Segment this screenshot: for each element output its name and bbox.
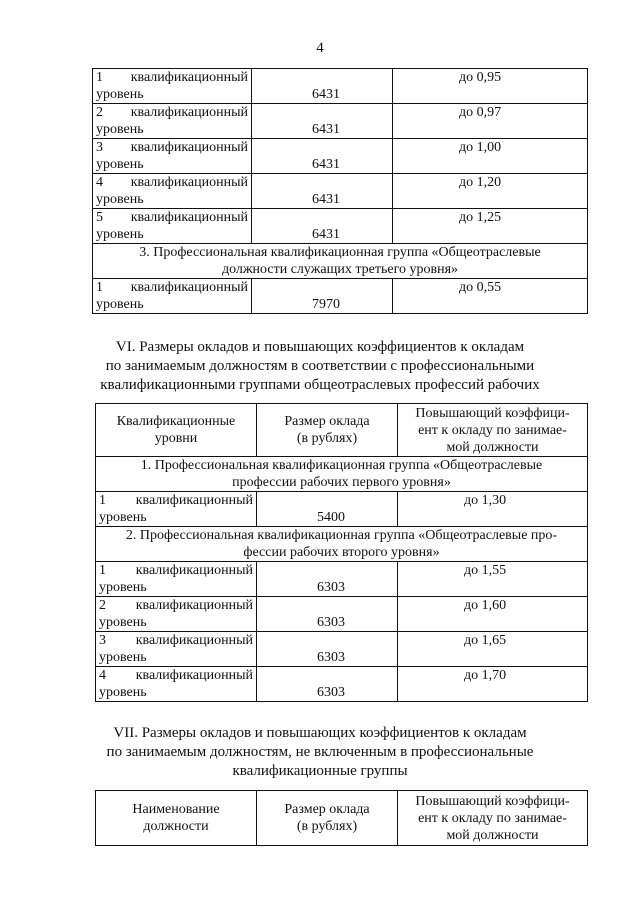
header-text: уровни [154,431,198,446]
page-number: 4 [316,40,324,56]
table1-rows-a [93,69,588,244]
group-header-cell [96,457,588,492]
level-number: 3 [99,633,106,648]
coefficient-cell [393,69,588,104]
header-text: Повышающий коэффици- [415,793,570,809]
salary-value: 6431 [312,157,340,172]
salary-table-continued [92,68,588,314]
level-line [96,139,248,156]
section-6-heading [60,338,580,395]
table-row [93,174,588,209]
table1-rows-b [93,279,588,314]
group-header-row [96,527,588,562]
salary-cell [252,69,393,104]
salary-value: 6303 [317,685,345,700]
salary-cell [257,667,398,702]
level-word-2: уровень [96,192,144,207]
table-row [93,209,588,244]
header-salary [257,404,398,457]
salary-value: 7970 [312,297,340,312]
header-text: (в рублях) [296,431,358,446]
header-text: Квалификационные [116,414,236,429]
table-row [93,139,588,174]
salary-cell [252,139,393,174]
salary-cell [252,279,393,314]
level-number: 4 [99,668,106,683]
level-number: 1 [99,563,106,578]
table1-group3 [93,244,588,279]
salary-cell [257,632,398,667]
salary-table-other [95,790,588,846]
coefficient-cell [393,139,588,174]
level-cell [93,69,252,104]
level-cell [93,174,252,209]
coefficient-cell [398,562,588,597]
header-salary [257,791,398,846]
coefficient-cell [398,492,588,527]
level-cell [93,104,252,139]
level-word: квалификационный [130,140,248,155]
level-word: квалификационный [130,70,248,85]
level-word-2: уровень [96,297,144,312]
level-cell [96,597,257,632]
group-header-cell [93,244,588,279]
coefficient-cell [398,667,588,702]
level-word-2: уровень [99,685,147,700]
heading-line: VI. Размеры окладов и повышающих коэффициентов к окладам [115,339,525,355]
level-word: квалификационный [130,280,248,295]
header-text: мой должности [446,827,539,843]
header-text: (в рублях) [296,819,358,834]
table-row [93,104,588,139]
salary-value: 6431 [312,122,340,137]
table-header-row [96,404,588,457]
group-title-line: 3. Профессиональная квалификационная группа «Общеотраслевые [139,245,541,260]
salary-cell [252,209,393,244]
heading-line: по занимаемым должностям в соответствии с профессиональными [105,358,535,374]
header-levels [96,404,257,457]
table2-rows-a [96,492,588,527]
level-cell [96,562,257,597]
level-line [99,667,253,684]
coefficient-cell [393,104,588,139]
table-row [93,69,588,104]
salary-value: 6431 [312,227,340,242]
coefficient-cell [393,174,588,209]
level-word-2: уровень [96,157,144,172]
level-word-2: уровень [99,580,147,595]
level-word: квалификационный [135,668,253,683]
level-number: 2 [96,105,103,120]
level-line [99,597,253,614]
salary-table-workers [95,403,588,702]
header-coefficient [398,791,588,846]
level-word-2: уровень [96,227,144,242]
level-cell [96,492,257,527]
section-7-heading [60,724,580,781]
table-row [96,562,588,597]
group-header-cell [96,527,588,562]
header-position-name [96,791,257,846]
level-number: 1 [99,493,106,508]
level-number: 3 [96,140,103,155]
group-title-line: 1. Профессиональная квалификационная группа «Общеотраслевые [140,458,543,473]
salary-value: 5400 [317,510,345,525]
header-text: ент к окладу по занимае- [418,422,567,438]
level-word: квалификационный [130,105,248,120]
level-word: квалификационный [135,563,253,578]
level-word-2: уровень [99,650,147,665]
level-word-2: уровень [99,615,147,630]
level-number: 2 [99,598,106,613]
coefficient-cell [398,632,588,667]
group-title-line: 2. Профессиональная квалификационная группа «Общеотраслевые про- [125,528,558,543]
coefficient-cell [398,597,588,632]
header-text: Повышающий коэффици- [415,405,570,421]
salary-value: 6303 [317,580,345,595]
table-row [96,597,588,632]
level-line [96,279,248,296]
heading-line: квалификационными группами общеотраслевых профессий рабочих [100,377,540,393]
salary-cell [257,597,398,632]
level-line [96,104,248,121]
coefficient-value: до 1,20 [459,175,502,190]
level-number: 4 [96,175,103,190]
salary-value: 6431 [312,87,340,102]
coefficient-value: до 1,25 [459,210,502,225]
level-number: 5 [96,210,103,225]
coefficient-value: до 0,97 [459,105,502,120]
level-number: 1 [96,280,103,295]
header-text: Размер оклада [284,414,370,429]
header-text: Размер оклада [284,802,370,817]
salary-value: 6303 [317,615,345,630]
group-header-row [96,457,588,492]
level-cell [96,667,257,702]
salary-value: 6303 [317,650,345,665]
coefficient-value: до 0,55 [459,280,502,295]
level-line [96,69,248,86]
coefficient-value: до 1,55 [464,563,507,578]
table-row [96,632,588,667]
table-row [96,492,588,527]
level-word: квалификационный [135,493,253,508]
header-text: мой должности [446,439,539,455]
level-word-2: уровень [96,87,144,102]
salary-cell [257,492,398,527]
level-word: квалификационный [130,175,248,190]
table-row [96,667,588,702]
coefficient-value: до 1,60 [464,598,507,613]
heading-line: квалификационные группы [232,763,408,779]
header-text: должности [143,819,209,834]
table-row [93,279,588,314]
group-header-row [93,244,588,279]
level-line [99,562,253,579]
coefficient-value: до 1,00 [459,140,502,155]
salary-cell [252,104,393,139]
level-cell [93,139,252,174]
heading-line: VII. Размеры окладов и повышающих коэффициентов к окладам [113,725,527,741]
level-word-2: уровень [99,510,147,525]
level-number: 1 [96,70,103,85]
coefficient-value: до 0,95 [459,70,502,85]
salary-cell [252,174,393,209]
level-cell [93,209,252,244]
level-word-2: уровень [96,122,144,137]
table2-rows-b [96,562,588,702]
level-line [99,492,253,509]
coefficient-cell [393,279,588,314]
level-word: квалификационный [130,210,248,225]
level-word: квалификационный [135,598,253,613]
table-header-row [96,791,588,846]
level-line [96,209,248,226]
coefficient-value: до 1,70 [464,668,507,683]
level-cell [93,279,252,314]
group-title-line: профессии рабочих первого уровня» [232,475,451,490]
level-line [99,632,253,649]
group-title-line: фессии рабочих второго уровня» [243,545,440,560]
level-word: квалификационный [135,633,253,648]
group-title-line: должности служащих третьего уровня» [221,262,459,277]
level-line [96,174,248,191]
level-cell [96,632,257,667]
coefficient-cell [393,209,588,244]
header-text: ент к окладу по занимае- [418,810,567,826]
coefficient-value: до 1,30 [464,493,507,508]
heading-line: по занимаемым должностям, не включенным в профессиональные [106,744,534,760]
coefficient-value: до 1,65 [464,633,507,648]
header-text: Наименование [132,802,220,817]
salary-value: 6431 [312,192,340,207]
header-coefficient [398,404,588,457]
salary-cell [257,562,398,597]
